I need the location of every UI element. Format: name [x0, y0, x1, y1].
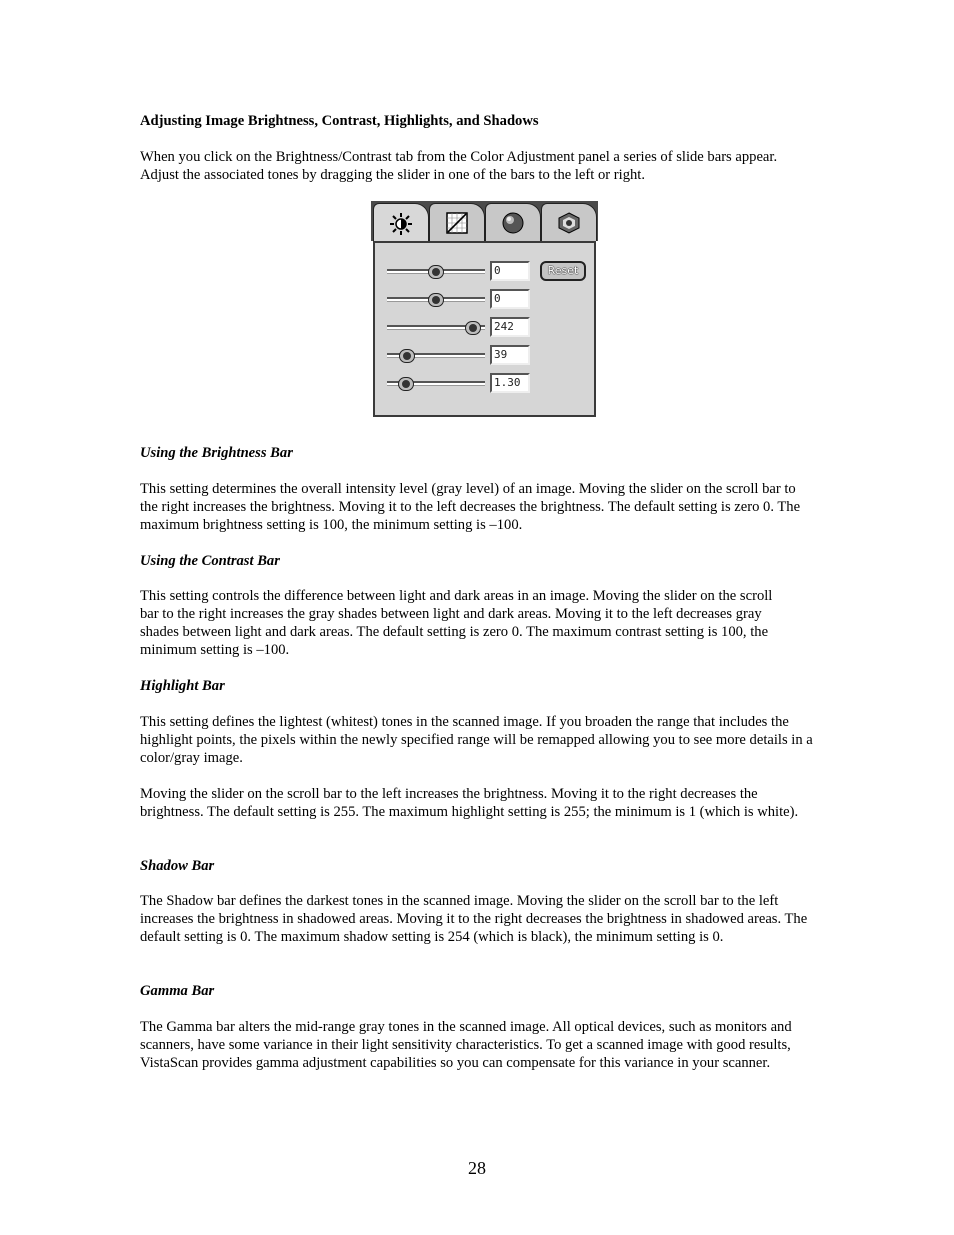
panel-tab-strip — [371, 201, 598, 241]
highlight-paragraph-2: Moving the slider on the scroll bar to the left increases the brightness. Moving it to the right decreases the brightness. The default setting is 255. The maximum highlight setting is 255; the minimum is 1 (which is white). — [140, 786, 799, 820]
tab-brightness-contrast[interactable] — [373, 203, 429, 243]
shadow-value-field[interactable]: 39 — [490, 345, 530, 365]
highlight-body — [140, 713, 815, 767]
intro-paragraph — [140, 148, 815, 184]
page-number: 28 — [468, 1158, 486, 1178]
brightness-sun-icon — [390, 213, 412, 235]
brightness-contrast-panel — [373, 241, 596, 417]
brightness-body — [140, 480, 815, 534]
color-balance-icon — [558, 212, 580, 234]
contrast-slider-thumb[interactable] — [428, 293, 444, 307]
gamma-paragraph: The Gamma bar alters the mid-range gray tones in the scanned image. All optical devices, such as monitors and scanners, have some variance in their light sensitivity characteristics. To get a scanned image with good results, VistaScan provides gamma adjustment capabilities so you can compensate for this variance in your scanner. — [140, 1019, 792, 1071]
contrast-paragraph: This setting controls the difference between light and dark areas in an image. Moving the slider on the scroll bar to the right increases the gray shades between light and dark areas. Moving it to the left decreases gray shades between light and dark areas. The default setting is zero 0. The maximum contrast setting is 100, the minimum setting is –100. — [140, 588, 773, 658]
gamma-subheading: Gamma Bar — [140, 983, 215, 999]
highlight-subheading: Highlight Bar — [140, 678, 225, 694]
color-adjustment-panel — [371, 201, 598, 417]
reset-button[interactable]: Reset — [540, 261, 586, 281]
contrast-subheading: Using the Contrast Bar — [140, 553, 280, 569]
brightness-paragraph: This setting determines the overall intensity level (gray level) of an image. Moving the slider on the scroll bar to the right increases the brightness. Moving it to the left decreases the brightness. The default setting is zero 0. The maximum brightness setting is 100, the minimum setting is –100. — [140, 481, 801, 533]
brightness-subheading: Using the Brightness Bar — [140, 445, 293, 461]
shadow-subheading: Shadow Bar — [140, 858, 215, 874]
contrast-body — [140, 587, 815, 659]
gamma-body — [140, 1018, 815, 1072]
brightness-slider-thumb[interactable] — [428, 265, 444, 279]
highlight-slider-thumb[interactable] — [465, 321, 481, 335]
tab-color[interactable] — [485, 203, 541, 241]
gamma-slider-thumb[interactable] — [398, 377, 414, 391]
contrast-value-field[interactable]: 0 — [490, 289, 530, 309]
shadow-body — [140, 892, 815, 946]
brightness-value-field[interactable]: 0 — [490, 261, 530, 281]
tab-color-balance[interactable] — [541, 203, 597, 241]
intro-text: When you click on the Brightness/Contrast tab from the Color Adjustment panel a series of slide bars appear. Adjust the associated tones by dragging the slider in one of the bars to the left or right. — [140, 149, 778, 183]
shadow-slider-thumb[interactable] — [399, 349, 415, 363]
highlight-paragraph-1: This setting defines the lightest (whitest) tones in the scanned image. If you broaden the range that includes the highlight points, the pixels within the newly specified range will be remapped allowing you to see more details in a color/gray image. — [140, 714, 813, 766]
curve-graph-icon — [446, 212, 468, 234]
section-heading: Adjusting Image Brightness, Contrast, Highlights, and Shadows — [140, 113, 539, 129]
shadow-paragraph: The Shadow bar defines the darkest tones in the scanned image. Moving the slider on the scroll bar to the left increases the brightness in shadowed areas. Moving it to the right decreases the brightness in shadowed areas. The default setting is 0. The maximum shadow setting is 254 (which is black), the minimum setting is 0. — [140, 893, 808, 945]
highlight-value-field[interactable]: 242 — [490, 317, 530, 337]
tab-curves[interactable] — [429, 203, 485, 241]
highlight-body-2 — [140, 785, 815, 821]
color-sphere-icon — [502, 212, 524, 234]
gamma-value-field[interactable]: 1.30 — [490, 373, 530, 393]
